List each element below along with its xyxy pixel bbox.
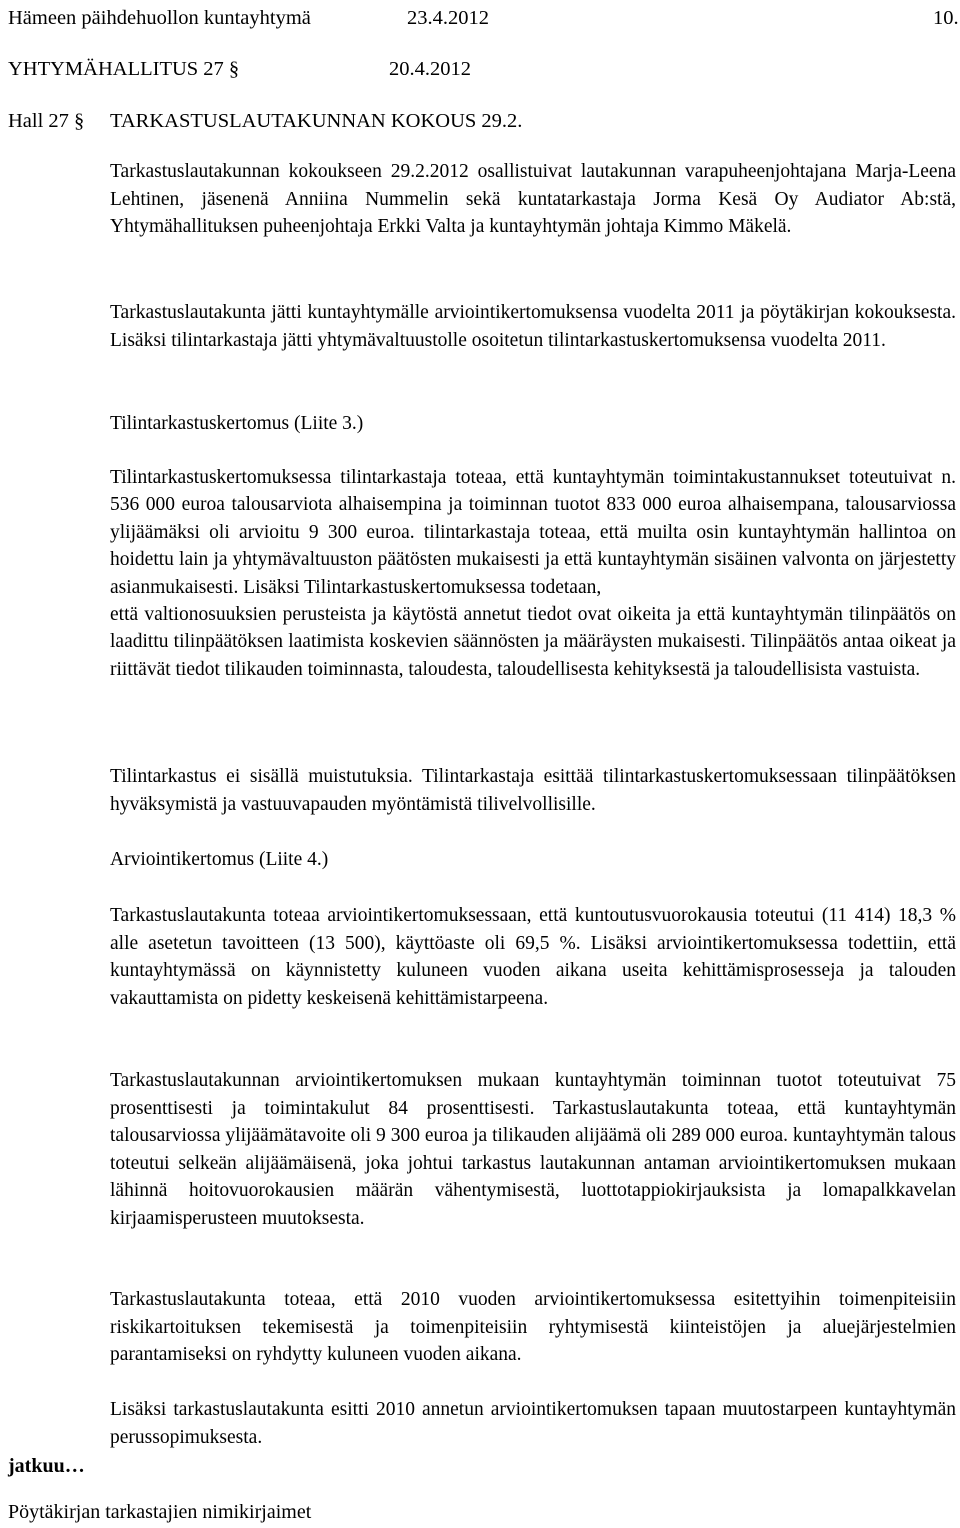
board-date: 20.4.2012 (389, 58, 471, 80)
section-title: TARKASTUSLAUTAKUNNAN KOKOUS 29.2. (110, 110, 523, 132)
paragraph-attendees: Tarkastuslautakunnan kokoukseen 29.2.2012 osallistuivat lautakunnan varapuheenjohtajana Marja-Leena Lehtinen, jäsenenä Anniina Nummelin sekä kuntatarkastaja Jorma Kesä Oy Audiator Ab:stä, Yhtymähallituksen puheenjohtaja Erkki Valta ja kuntayhtymän johtaja Kimmo Mäkelä. (110, 161, 956, 238)
paragraph-risk-measures: Tarkastuslautakunta toteaa, että 2010 vuoden arviointikertomuksessa esitettyihin toimenpiteisiin riskikartoituksen tekemisestä ja toimenpiteisiin ryhtymisestä kiinteistöjen ja aluejärjestelmien parantamiseksi on ryhdytty kuluneen vuoden aikana. (110, 1289, 956, 1366)
paragraph-no-remarks: Tilintarkastus ei sisällä muistutuksia. Tilintarkastaja esittää tilintarkastuskertomuksessaan tilinpäätöksen hyväksymistä ja vastuuvapauden myöntämistä tilivelvollisille. (110, 766, 956, 815)
heading-audit-report: Tilintarkastuskertomus (Liite 3.) (110, 413, 364, 434)
board-label: YHTYMÄHALLITUS 27 § (8, 58, 240, 80)
continued-label: jatkuu… (8, 1455, 85, 1477)
paragraph-audit-report: Tilintarkastuskertomuksessa tilintarkastaja toteaa, että kuntayhtymän toimintakustannukset toteutuivat n. 536 000 euroa talousarviota alhaisempina ja toiminnan tuotot 833 000 euroa alhaisempana, talousarviossa ylijäämäksi oli arvioitu 9 300 euroa. tilintarkastaja toteaa, että muilta osin kuntayhtymän hallintoa on hoidettu lain ja yhtymävaltuuston päätösten mukaisesti ja että kuntayhtymän sisäinen valvonta on järjestetty asianmukaisesti. Lisäksi Tilintarkastuskertomuksessa todetaan, että valtionosuuksien perusteista ja käytöstä annetut tiedot ovat oikeita ja että kuntayhtymän tilinpäätös on laadittu tilinpäätöksen laatimista koskevien säännösten ja määräysten mukaisesti. Tilinpäätös antaa oikeat ja riittävät tiedot tilikauden toiminnasta, taloudesta, taloudellisesta kehityksestä ja taloudellisista vastuista. (110, 464, 956, 683)
header-date: 23.4.2012 (407, 7, 489, 29)
paragraph-basic-agreement: Lisäksi tarkastuslautakunta esitti 2010 annetun arviointikertomuksen tapaan muutostarpeen kuntayhtymän perussopimuksesta. (110, 1399, 956, 1448)
paragraph-financial-results: Tarkastuslautakunnan arviointikertomuksen mukaan kuntayhtymän toiminnan tuotot toteutuivat 75 prosenttisesti ja toimintakulut 84 prosenttisesti. Tarkastuslautakunta toteaa, että kuntayhtymän talousarviossa ylijäämätavoite oli 9 300 euroa ja tilikauden alijäämä oli 289 000 euroa. kuntayhtymän talous toteutui selkeän alijäämäisenä, joka johtui tarkastus lautakunnan antaman arviointikertomuksen mukaan lähinnä hoitovuorokausien määrän vähentymisestä, luottotappiokirjauksista ja lomapalkkavelan kirjaamisperusteen muutoksesta. (110, 1070, 956, 1229)
page-number: 10. (933, 7, 959, 29)
paragraph-reports-submitted: Tarkastuslautakunta jätti kuntayhtymälle arviointikertomuksensa vuodelta 2011 ja pöytäkirjan kokouksesta. Lisäksi tilintarkastaja jätti yhtymävaltuustolle osoitetun tilintarkastuskertomuksensa vuodelta 2011. (110, 302, 956, 351)
organization-name: Hämeen päihdehuollon kuntayhtymä (8, 7, 311, 29)
paragraph-evaluation-report: Tarkastuslautakunta toteaa arviointikertomuksessaan, että kuntoutusvuorokausia toteutui (11 414) 18,3 % alle asetetun tavoitteen (13 500), käyttöaste oli 69,5 %. Lisäksi arviointikertomuksessa todettiin, että kuntayhtymässä on käynnistetty kuluneen vuoden aikana useita kehittämisprosesseja ja talouden vakauttamista on pidetty keskeisenä kehittämistarpeena. (110, 905, 956, 1009)
header-line-1 (8, 6, 311, 30)
section-label: Hall 27 § (8, 110, 85, 132)
paragraph-audit-report-continued: että valtionosuuksien perusteista ja käytöstä annetut tiedot ovat oikeita ja että kuntayhtymän tilinpäätös on laadittu tilinpäätöksen laatimista koskevien säännösten ja määräysten mukaisesti. Tilinpäätös antaa oikeat ja riittävät tiedot tilikauden toiminnasta, taloudesta, taloudellisesta kehityksestä ja taloudellisista vastuista. (110, 604, 956, 680)
heading-evaluation-report: Arviointikertomus (Liite 4.) (110, 849, 329, 870)
signature-line: Pöytäkirjan tarkastajien nimikirjaimet (8, 1501, 312, 1523)
